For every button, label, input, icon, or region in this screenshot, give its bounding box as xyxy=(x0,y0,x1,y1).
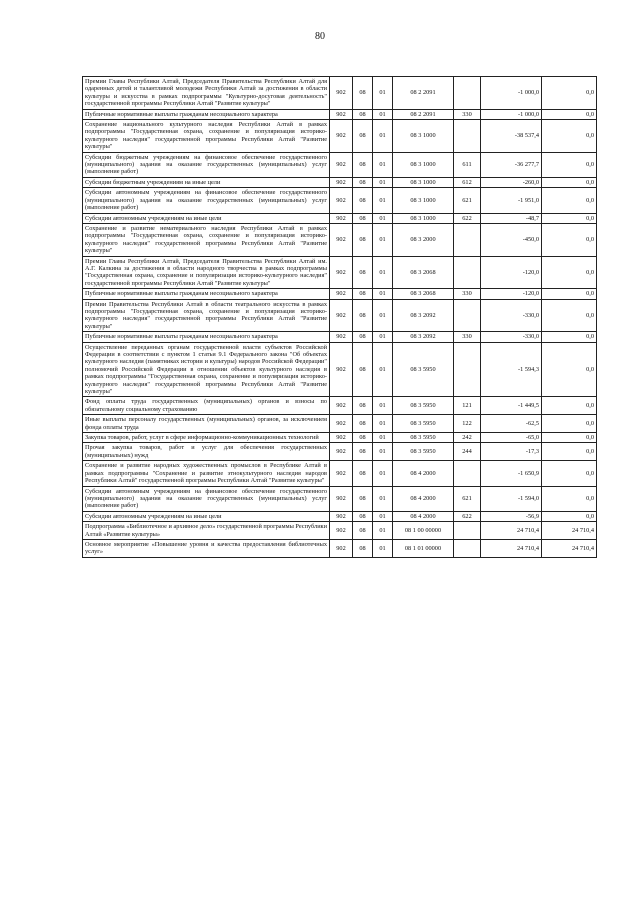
item-name-cell: Основное мероприятие «Повышение уровня и качества предоставления библиотечных услуг» xyxy=(83,539,330,557)
expense-type-cell: 611 xyxy=(454,152,481,177)
amount-change-cell: -120,0 xyxy=(481,256,542,289)
expense-type-cell: 330 xyxy=(454,332,481,342)
table-body xyxy=(83,77,597,558)
expense-type-cell xyxy=(454,77,481,110)
item-name-cell: Закупка товаров, работ, услуг в сфере информационно-коммуникационных технологий xyxy=(83,433,330,443)
admin-code-cell: 902 xyxy=(330,433,353,443)
expense-type-cell: 621 xyxy=(454,188,481,213)
expense-type-cell xyxy=(454,299,481,332)
table-row xyxy=(83,522,597,540)
table-row xyxy=(83,397,597,415)
expense-type-cell xyxy=(454,223,481,256)
section-code-cell: 08 xyxy=(353,213,373,223)
amount-total-cell: 24 710,4 xyxy=(542,522,597,540)
admin-code-cell: 902 xyxy=(330,289,353,299)
section-code-cell: 08 xyxy=(353,77,373,110)
item-name-cell: Премии Главы Республики Алтай, Председателя Правительства Республики Алтай им. А.Г. Калкина за достижения в области народного творчества в рамках подпрограммы "Государственная охрана, сохранение и популяризация историко-культурного наследия" государственной программы Республики Алтай "Развитие культуры" xyxy=(83,256,330,289)
amount-total-cell: 0,0 xyxy=(542,342,597,397)
amount-change-cell: -1 449,5 xyxy=(481,397,542,415)
admin-code-cell: 902 xyxy=(330,539,353,557)
table-row xyxy=(83,77,597,110)
admin-code-cell: 902 xyxy=(330,342,353,397)
admin-code-cell: 902 xyxy=(330,256,353,289)
table-row xyxy=(83,188,597,213)
table-row xyxy=(83,342,597,397)
target-item-cell: 08 3 5950 xyxy=(393,443,454,461)
target-item-cell: 08 4 2000 xyxy=(393,461,454,486)
amount-total-cell: 0,0 xyxy=(542,256,597,289)
item-name-cell: Публичные нормативные выплаты гражданам несоциального характера xyxy=(83,109,330,119)
section-code-cell: 08 xyxy=(353,539,373,557)
target-item-cell: 08 3 2000 xyxy=(393,223,454,256)
item-name-cell: Субсидии автономным учреждениям на финансовое обеспечение государственного (муниципального) задания на оказание государственных (муниципальных) услуг (выполнение работ) xyxy=(83,188,330,213)
table-row xyxy=(83,289,597,299)
table-row xyxy=(83,213,597,223)
subsection-code-cell: 01 xyxy=(373,342,393,397)
amount-change-cell: 24 710,4 xyxy=(481,539,542,557)
expense-type-cell: 242 xyxy=(454,433,481,443)
admin-code-cell: 902 xyxy=(330,77,353,110)
amount-total-cell: 0,0 xyxy=(542,415,597,433)
item-name-cell: Премии Главы Республики Алтай, Председателя Правительства Республики Алтай для одаренных детей и талантливой молодежи Республики Алтай за достижения в области культуры и искусства в рамках подпрограммы "Культурно-досуговая деятельность" государственной программы Республики Алтай "Развитие культуры" xyxy=(83,77,330,110)
amount-total-cell: 0,0 xyxy=(542,433,597,443)
section-code-cell: 08 xyxy=(353,461,373,486)
section-code-cell: 08 xyxy=(353,256,373,289)
item-name-cell: Прочая закупка товаров, работ и услуг для обеспечения государственных (муниципальных) нужд xyxy=(83,443,330,461)
table-row xyxy=(83,177,597,187)
expense-type-cell: 330 xyxy=(454,109,481,119)
amount-change-cell: -1 594,0 xyxy=(481,486,542,511)
table-row xyxy=(83,109,597,119)
subsection-code-cell: 01 xyxy=(373,433,393,443)
admin-code-cell: 902 xyxy=(330,511,353,521)
amount-change-cell: -48,7 xyxy=(481,213,542,223)
target-item-cell: 08 3 5950 xyxy=(393,433,454,443)
section-code-cell: 08 xyxy=(353,397,373,415)
item-name-cell: Фонд оплаты труда государственных (муниципальных) органов и взносы по обязательному социальному страхованию xyxy=(83,397,330,415)
target-item-cell: 08 3 5950 xyxy=(393,342,454,397)
section-code-cell: 08 xyxy=(353,299,373,332)
amount-change-cell: -65,0 xyxy=(481,433,542,443)
subsection-code-cell: 01 xyxy=(373,223,393,256)
expense-type-cell xyxy=(454,539,481,557)
amount-total-cell: 24 710,4 xyxy=(542,539,597,557)
target-item-cell: 08 4 2000 xyxy=(393,511,454,521)
admin-code-cell: 902 xyxy=(330,415,353,433)
subsection-code-cell: 01 xyxy=(373,299,393,332)
subsection-code-cell: 01 xyxy=(373,77,393,110)
amount-total-cell: 0,0 xyxy=(542,486,597,511)
expense-type-cell: 622 xyxy=(454,213,481,223)
page-number: 80 xyxy=(315,31,325,42)
table-row xyxy=(83,461,597,486)
subsection-code-cell: 01 xyxy=(373,522,393,540)
amount-total-cell: 0,0 xyxy=(542,289,597,299)
section-code-cell: 08 xyxy=(353,152,373,177)
target-item-cell: 08 1 01 00000 xyxy=(393,539,454,557)
amount-change-cell: -1 000,0 xyxy=(481,109,542,119)
target-item-cell: 08 3 2068 xyxy=(393,256,454,289)
expense-type-cell: 621 xyxy=(454,486,481,511)
subsection-code-cell: 01 xyxy=(373,213,393,223)
amount-change-cell: -36 277,7 xyxy=(481,152,542,177)
target-item-cell: 08 2 2091 xyxy=(393,77,454,110)
expense-type-cell: 244 xyxy=(454,443,481,461)
admin-code-cell: 902 xyxy=(330,486,353,511)
amount-total-cell: 0,0 xyxy=(542,152,597,177)
amount-total-cell: 0,0 xyxy=(542,177,597,187)
item-name-cell: Публичные нормативные выплаты гражданам несоциального характера xyxy=(83,332,330,342)
table-row xyxy=(83,223,597,256)
subsection-code-cell: 01 xyxy=(373,461,393,486)
subsection-code-cell: 01 xyxy=(373,152,393,177)
target-item-cell: 08 2 2091 xyxy=(393,109,454,119)
admin-code-cell: 902 xyxy=(330,522,353,540)
subsection-code-cell: 01 xyxy=(373,511,393,521)
section-code-cell: 08 xyxy=(353,289,373,299)
item-name-cell: Субсидии бюджетным учреждениям на иные цели xyxy=(83,177,330,187)
subsection-code-cell: 01 xyxy=(373,397,393,415)
amount-change-cell: -56,9 xyxy=(481,511,542,521)
target-item-cell: 08 3 2092 xyxy=(393,332,454,342)
target-item-cell: 08 3 1000 xyxy=(393,213,454,223)
table-row xyxy=(83,539,597,557)
section-code-cell: 08 xyxy=(353,332,373,342)
subsection-code-cell: 01 xyxy=(373,177,393,187)
item-name-cell: Премии Правительства Республики Алтай в области театрального искусства в рамках подпрограммы "Государственная охрана, сохранение и популяризация историко-культурного наследия" государственной программы Республики Алтай "Развитие культуры" xyxy=(83,299,330,332)
expense-type-cell xyxy=(454,120,481,153)
expense-type-cell xyxy=(454,461,481,486)
table-row xyxy=(83,511,597,521)
amount-total-cell: 0,0 xyxy=(542,77,597,110)
section-code-cell: 08 xyxy=(353,443,373,461)
table-row xyxy=(83,256,597,289)
amount-total-cell: 0,0 xyxy=(542,332,597,342)
target-item-cell: 08 3 5950 xyxy=(393,415,454,433)
section-code-cell: 08 xyxy=(353,120,373,153)
amount-total-cell: 0,0 xyxy=(542,188,597,213)
amount-total-cell: 0,0 xyxy=(542,511,597,521)
admin-code-cell: 902 xyxy=(330,332,353,342)
item-name-cell: Сохранение и развитие нематериального наследия Республики Алтай в рамках подпрограммы "Государственная охрана, сохранение и популяризация историко-культурного наследия" государственной программы Республики Алтай "Развитие культуры" xyxy=(83,223,330,256)
item-name-cell: Осуществление переданных органам государственной власти субъектов Российской Федерации в соответствии с пунктом 1 статьи 9.1 Федерального закона "Об объектах культурного наследия (памятниках истории и культуры) народов Российской Федерации" полномочий Российской Федерации в отношении объектов культурного наследия в рамках подпрограммы "Государственная охрана, сохранение и популяризация историко-культурного наследия" государственной программы Республики Алтай "Развитие культуры" xyxy=(83,342,330,397)
section-code-cell: 08 xyxy=(353,342,373,397)
amount-change-cell: -1 000,0 xyxy=(481,77,542,110)
table-row xyxy=(83,332,597,342)
subsection-code-cell: 01 xyxy=(373,188,393,213)
item-name-cell: Сохранение и развитие народных художественных промыслов в Республике Алтай в рамках подпрограммы "Сохранение и развитие этнокультурного наследия народов Республики Алтай" государственной программы Республики Алтай "Развитие культуры" xyxy=(83,461,330,486)
section-code-cell: 08 xyxy=(353,522,373,540)
amount-change-cell: -450,0 xyxy=(481,223,542,256)
amount-total-cell: 0,0 xyxy=(542,213,597,223)
subsection-code-cell: 01 xyxy=(373,289,393,299)
admin-code-cell: 902 xyxy=(330,188,353,213)
section-code-cell: 08 xyxy=(353,433,373,443)
amount-total-cell: 0,0 xyxy=(542,120,597,153)
target-item-cell: 08 3 1000 xyxy=(393,177,454,187)
subsection-code-cell: 01 xyxy=(373,486,393,511)
amount-change-cell: -17,3 xyxy=(481,443,542,461)
item-name-cell: Субсидии автономным учреждениям на иные цели xyxy=(83,213,330,223)
amount-total-cell: 0,0 xyxy=(542,443,597,461)
amount-change-cell: -1 951,0 xyxy=(481,188,542,213)
amount-total-cell: 0,0 xyxy=(542,461,597,486)
section-code-cell: 08 xyxy=(353,415,373,433)
admin-code-cell: 902 xyxy=(330,461,353,486)
amount-total-cell: 0,0 xyxy=(542,397,597,415)
expense-type-cell: 622 xyxy=(454,511,481,521)
item-name-cell: Публичные нормативные выплаты гражданам несоциального характера xyxy=(83,289,330,299)
amount-change-cell: 24 710,4 xyxy=(481,522,542,540)
admin-code-cell: 902 xyxy=(330,109,353,119)
section-code-cell: 08 xyxy=(353,223,373,256)
section-code-cell: 08 xyxy=(353,177,373,187)
amount-total-cell: 0,0 xyxy=(542,299,597,332)
amount-change-cell: -1 650,9 xyxy=(481,461,542,486)
admin-code-cell: 902 xyxy=(330,299,353,332)
item-name-cell: Подпрограмма «Библиотечное и архивное дело» государственной программы Республики Алтай «Развитие культуры» xyxy=(83,522,330,540)
amount-total-cell: 0,0 xyxy=(542,223,597,256)
target-item-cell: 08 3 1000 xyxy=(393,152,454,177)
table-row xyxy=(83,299,597,332)
target-item-cell: 08 3 2068 xyxy=(393,289,454,299)
amount-total-cell: 0,0 xyxy=(542,109,597,119)
subsection-code-cell: 01 xyxy=(373,415,393,433)
expense-type-cell: 122 xyxy=(454,415,481,433)
amount-change-cell: -330,0 xyxy=(481,299,542,332)
admin-code-cell: 902 xyxy=(330,213,353,223)
budget-table xyxy=(82,76,597,558)
section-code-cell: 08 xyxy=(353,511,373,521)
expense-type-cell xyxy=(454,522,481,540)
item-name-cell: Субсидии автономным учреждениям на финансовое обеспечение государственного (муниципального) задания на оказание государственных (муниципальных) услуг (выполнение работ) xyxy=(83,486,330,511)
expense-type-cell: 330 xyxy=(454,289,481,299)
expense-type-cell: 121 xyxy=(454,397,481,415)
section-code-cell: 08 xyxy=(353,188,373,213)
target-item-cell: 08 3 2092 xyxy=(393,299,454,332)
item-name-cell: Субсидии автономным учреждениям на иные цели xyxy=(83,511,330,521)
amount-change-cell: -330,0 xyxy=(481,332,542,342)
subsection-code-cell: 01 xyxy=(373,256,393,289)
subsection-code-cell: 01 xyxy=(373,539,393,557)
table-row xyxy=(83,415,597,433)
expense-type-cell xyxy=(454,342,481,397)
target-item-cell: 08 3 1000 xyxy=(393,120,454,153)
item-name-cell: Сохранение национального культурного наследия Республики Алтай в рамках подпрограммы "Государственная охрана, сохранение и популяризация историко-культурного наследия" государственной программы Республики Алтай "Развитие культуры" xyxy=(83,120,330,153)
target-item-cell: 08 4 2000 xyxy=(393,486,454,511)
item-name-cell: Иные выплаты персоналу государственных (муниципальных) органов, за исключением фонда оплаты труда xyxy=(83,415,330,433)
expense-type-cell xyxy=(454,256,481,289)
expense-type-cell: 612 xyxy=(454,177,481,187)
amount-change-cell: -260,0 xyxy=(481,177,542,187)
target-item-cell: 08 3 5950 xyxy=(393,397,454,415)
amount-change-cell: -120,0 xyxy=(481,289,542,299)
admin-code-cell: 902 xyxy=(330,177,353,187)
table-row xyxy=(83,486,597,511)
table-row xyxy=(83,152,597,177)
admin-code-cell: 902 xyxy=(330,120,353,153)
section-code-cell: 08 xyxy=(353,486,373,511)
admin-code-cell: 902 xyxy=(330,152,353,177)
table-row xyxy=(83,120,597,153)
subsection-code-cell: 01 xyxy=(373,120,393,153)
section-code-cell: 08 xyxy=(353,109,373,119)
admin-code-cell: 902 xyxy=(330,223,353,256)
admin-code-cell: 902 xyxy=(330,397,353,415)
subsection-code-cell: 01 xyxy=(373,443,393,461)
amount-change-cell: -38 537,4 xyxy=(481,120,542,153)
target-item-cell: 08 3 1000 xyxy=(393,188,454,213)
item-name-cell: Субсидии бюджетным учреждениям на финансовое обеспечение государственного (муниципального) задания на оказание государственных (муниципальных) услуг (выполнение работ) xyxy=(83,152,330,177)
admin-code-cell: 902 xyxy=(330,443,353,461)
amount-change-cell: -1 594,3 xyxy=(481,342,542,397)
subsection-code-cell: 01 xyxy=(373,332,393,342)
subsection-code-cell: 01 xyxy=(373,109,393,119)
amount-change-cell: -62,5 xyxy=(481,415,542,433)
target-item-cell: 08 1 00 00000 xyxy=(393,522,454,540)
table-row xyxy=(83,443,597,461)
table-row xyxy=(83,433,597,443)
